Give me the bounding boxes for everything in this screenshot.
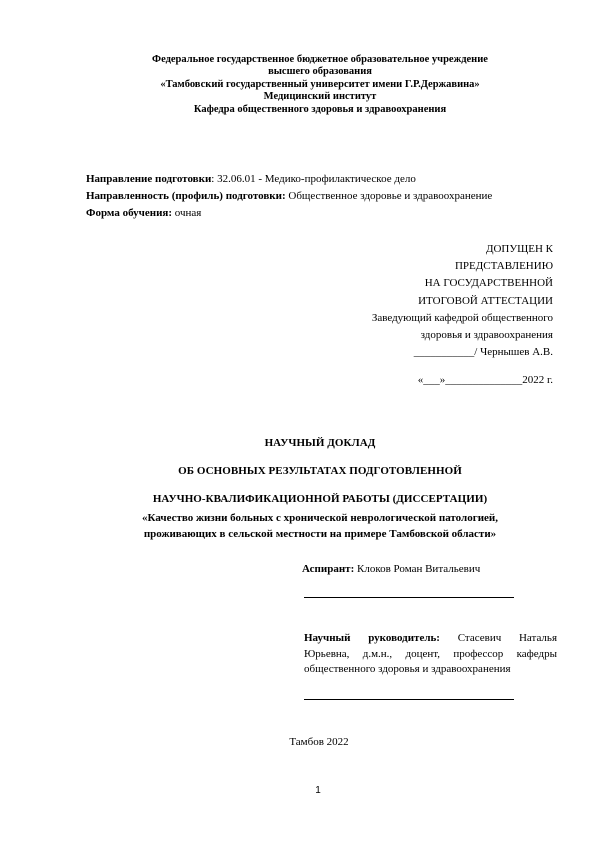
aspirant-label: Аспирант: xyxy=(302,563,355,575)
training-info xyxy=(86,171,576,222)
profile-label: Направленность (профиль) подготовки: xyxy=(86,190,286,202)
report-title-line-3: НАУЧНО-КВАЛИФИКАЦИОННОЙ РАБОТЫ (ДИССЕРТАЦИИ) xyxy=(152,493,488,505)
aspirant-line xyxy=(302,563,562,575)
report-topic-line-2: проживающих в сельской местности на примере Тамбовской области» xyxy=(143,528,497,540)
approval-line-2: ПРЕДСТАВЛЕНИЮ xyxy=(454,260,553,273)
approval-line-4: ИТОГОВОЙ АТТЕСТАЦИИ xyxy=(418,294,553,307)
direction-label: Направление подготовки xyxy=(86,173,212,185)
form-label: Форма обучения: xyxy=(86,207,173,219)
report-title-line-2: ОБ ОСНОВНЫХ РЕЗУЛЬТАТАХ ПОДГОТОВЛЕННОЙ xyxy=(178,465,462,477)
aspirant-signature-rule xyxy=(304,597,514,598)
advisor-label: Научный руководитель: xyxy=(304,632,440,644)
approval-date-line: «___»______________2022 г. xyxy=(417,374,553,386)
advisor-signature-rule xyxy=(304,699,514,700)
training-direction xyxy=(86,171,576,188)
approval-line-6: здоровья и здравоохранения xyxy=(420,329,553,342)
report-topic xyxy=(60,510,580,542)
approval-signature-line: ___________/ Чернышев А.В. xyxy=(413,346,553,359)
training-form xyxy=(86,205,576,222)
header-line-5: Кафедра общественного здоровья и здравоохранения xyxy=(193,103,447,115)
page-number: 1 xyxy=(315,785,321,796)
aspirant-name: Клоков Роман Витальевич xyxy=(354,563,481,575)
training-profile xyxy=(86,188,576,205)
form-value: очная xyxy=(172,207,202,219)
advisor-block xyxy=(304,631,557,678)
institution-header xyxy=(60,54,580,116)
approval-block xyxy=(300,241,553,361)
approval-line-1: ДОПУЩЕН К xyxy=(485,243,553,255)
header-line-2: высшего образования xyxy=(268,66,372,78)
report-title-line-1: НАУЧНЫЙ ДОКЛАД xyxy=(264,437,376,449)
advisor-text: Стасевич Наталья Юрьевна, д.м.н., доцент, профессор кафедры общественного здоровья и здравоохранения xyxy=(304,632,557,675)
report-title xyxy=(60,429,580,513)
header-line-4: Медицинский институт xyxy=(263,91,377,103)
approval-line-3: НА ГОСУДАРСТВЕННОЙ xyxy=(424,277,553,290)
header-line-3: «Тамбовский государственный университет имени Г.Р.Державина» xyxy=(160,78,480,90)
profile-value: Общественное здоровье и здравоохранение xyxy=(285,190,493,202)
approval-line-5: Заведующий кафедрой общественного xyxy=(371,311,553,324)
direction-value: : 32.06.01 - Медико-профилактическое дело xyxy=(211,173,416,185)
report-topic-line-1: «Качество жизни больных с хронической неврологической патологией, xyxy=(141,512,499,524)
header-line-1: Федеральное государственное бюджетное образовательное учреждение xyxy=(152,54,488,65)
city-year: Тамбов 2022 xyxy=(289,736,349,748)
